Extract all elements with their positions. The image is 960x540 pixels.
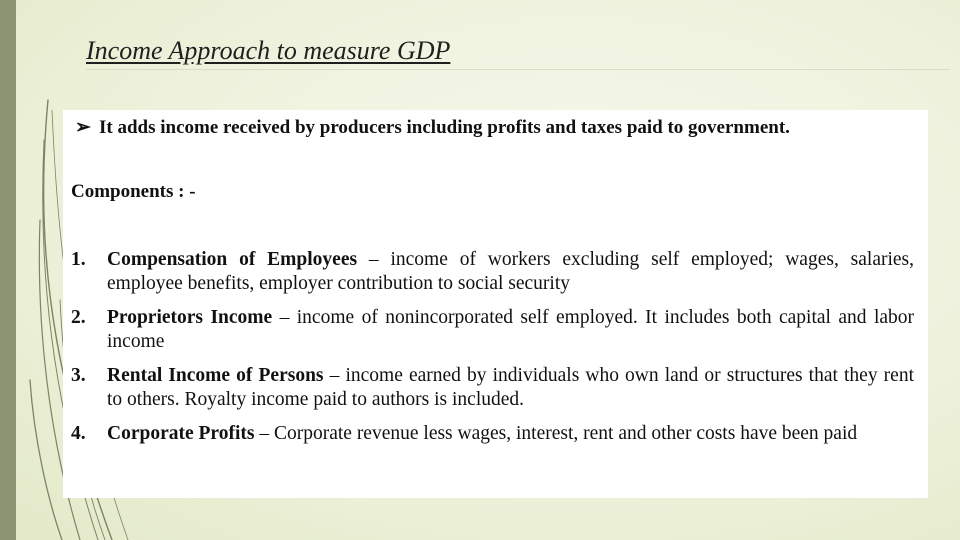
list-term: Rental Income of Persons bbox=[107, 365, 324, 386]
list-description: – income of workers excluding self employed; wages, salaries, employee benefits, employer contribution to social security bbox=[107, 249, 914, 294]
list-description: – Corporate revenue less wages, interest, rent and other costs have been paid bbox=[254, 423, 858, 444]
content-box bbox=[63, 110, 928, 498]
list-number: 4. bbox=[71, 423, 86, 444]
list-description: – income of nonincorporated self employed. It includes both capital and labor income bbox=[107, 307, 915, 352]
list-number: 1. bbox=[71, 249, 86, 270]
bullet-text: It adds income received by producers including profits and taxes paid to government. bbox=[99, 117, 790, 138]
list-item bbox=[71, 306, 914, 354]
list-description: – income earned by individuals who own land or structures that they rent to others. Royalty income paid to authors is included. bbox=[107, 365, 914, 410]
list-item bbox=[71, 248, 914, 296]
components-heading: Components : - bbox=[71, 181, 196, 202]
bullet-line bbox=[75, 116, 920, 140]
list-number: 2. bbox=[71, 307, 86, 328]
list-term: Proprietors Income bbox=[107, 307, 273, 328]
list-term: Corporate Profits bbox=[107, 423, 255, 444]
list-number: 3. bbox=[71, 365, 86, 386]
list-item bbox=[71, 364, 914, 412]
arrow-bullet-icon: ➢ bbox=[75, 117, 91, 138]
numbered-list bbox=[71, 248, 914, 456]
list-term: Compensation of Employees bbox=[107, 249, 358, 270]
page-title: Income Approach to measure GDP bbox=[86, 36, 451, 65]
title-divider bbox=[86, 69, 950, 70]
list-item bbox=[71, 422, 914, 446]
